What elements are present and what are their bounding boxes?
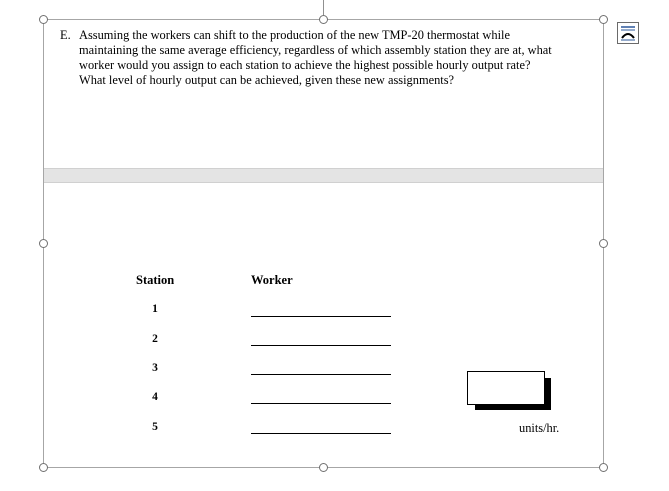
station-number: 2: [152, 333, 158, 345]
hourly-output-answer-box[interactable]: [467, 371, 545, 405]
layout-options-glyph: [618, 23, 638, 43]
resize-handle-bottom-right[interactable]: [599, 463, 608, 472]
question-line: maintaining the same average efficiency, regardless of which assembly station they are at, what: [79, 43, 552, 57]
station-header: Station: [136, 273, 175, 287]
station-number: 4: [152, 391, 158, 403]
worker-answer-line[interactable]: [251, 316, 391, 317]
resize-handle-middle-right[interactable]: [599, 239, 608, 248]
rotation-handle-stem: [323, 0, 324, 15]
resize-handle-middle-left[interactable]: [39, 239, 48, 248]
question-line: What level of hourly output can be achieved, given these new assignments?: [79, 73, 455, 87]
question-letter: E.: [60, 28, 71, 42]
layout-options-icon[interactable]: [617, 22, 639, 44]
resize-handle-top-middle[interactable]: [319, 15, 328, 24]
resize-handle-top-left[interactable]: [39, 15, 48, 24]
resize-handle-bottom-left[interactable]: [39, 463, 48, 472]
station-number: 1: [152, 303, 158, 315]
station-number: 5: [152, 421, 158, 433]
worker-answer-line[interactable]: [251, 374, 391, 375]
worker-answer-line[interactable]: [251, 403, 391, 404]
worker-answer-line[interactable]: [251, 433, 391, 434]
question-line: worker would you assign to each station to achieve the highest possible hourly output rate?: [79, 58, 531, 72]
section-separator: [44, 168, 603, 183]
question-e: [60, 28, 580, 88]
station-number: 3: [152, 362, 158, 374]
worker-answer-line[interactable]: [251, 345, 391, 346]
resize-handle-bottom-middle[interactable]: [319, 463, 328, 472]
question-line: Assuming the workers can shift to the production of the new TMP-20 thermostat while: [79, 28, 510, 42]
worker-header: Worker: [251, 273, 293, 287]
resize-handle-top-right[interactable]: [599, 15, 608, 24]
units-label: units/hr.: [519, 421, 560, 435]
question-text: [79, 28, 580, 88]
